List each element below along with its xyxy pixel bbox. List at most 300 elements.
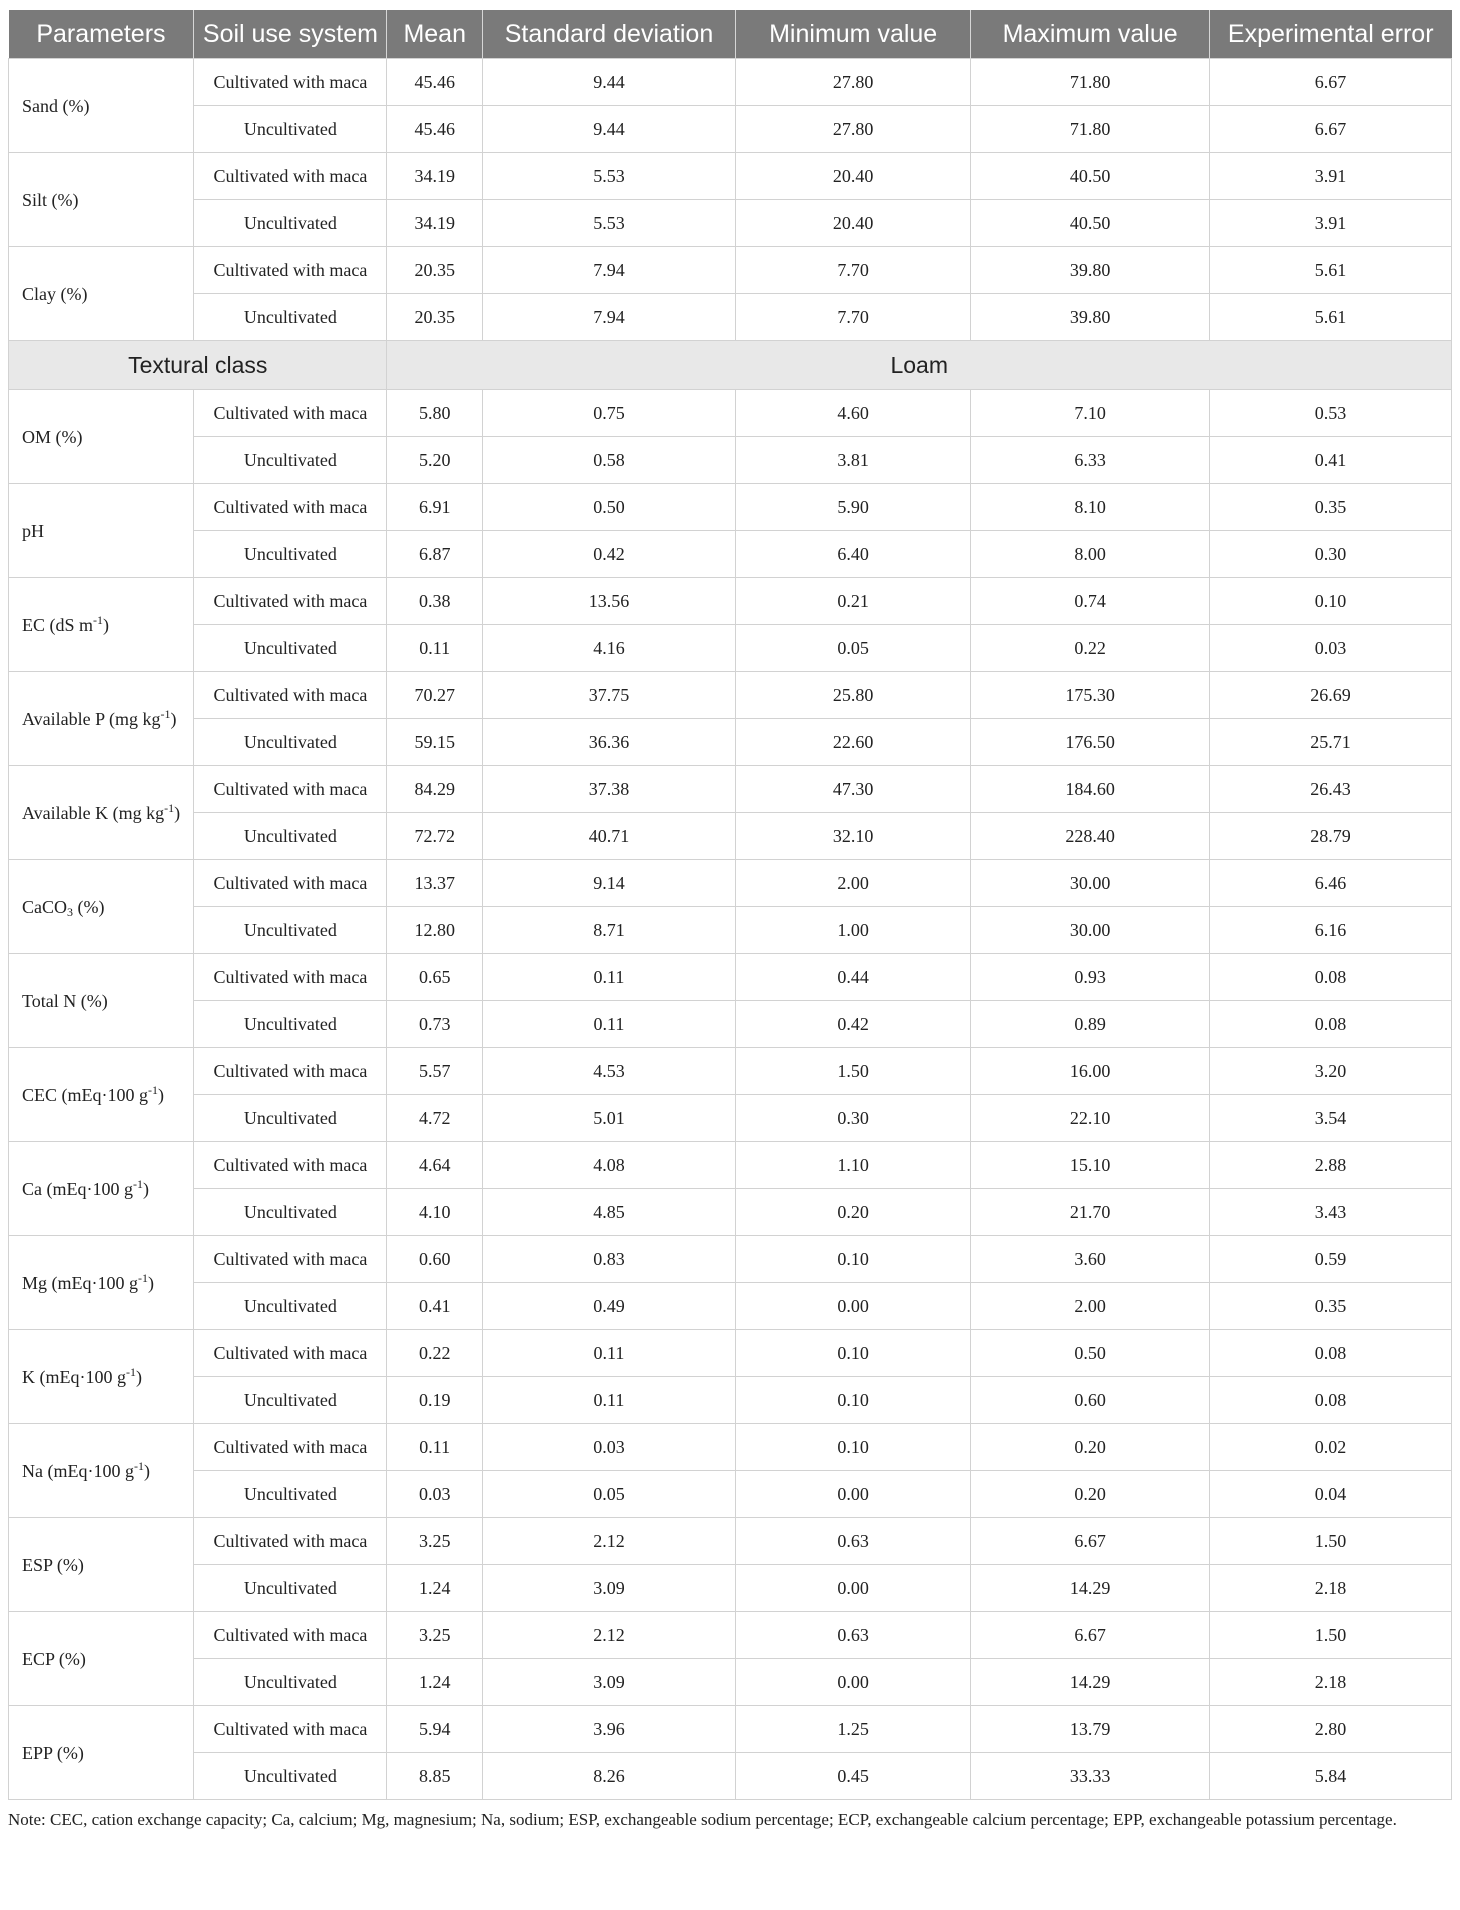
standard-deviation-cell: 9.44 (482, 106, 735, 153)
minimum-value-cell: 0.10 (736, 1236, 971, 1283)
minimum-value-cell: 0.10 (736, 1377, 971, 1424)
table-row (9, 907, 1452, 954)
soil-use-system-cell: Uncultivated (194, 1565, 387, 1612)
experimental-error-cell: 5.61 (1209, 294, 1451, 341)
standard-deviation-cell: 0.05 (482, 1471, 735, 1518)
textural-class-value: Loam (387, 341, 1452, 390)
maximum-value-cell: 33.33 (971, 1753, 1210, 1800)
mean-cell: 0.38 (387, 578, 482, 625)
table-row (9, 59, 1452, 106)
parameter-label: Available P (mg kg (22, 708, 161, 729)
mean-cell: 5.94 (387, 1706, 482, 1753)
experimental-error-cell: 0.30 (1209, 531, 1451, 578)
mean-cell: 1.24 (387, 1659, 482, 1706)
soil-use-system-cell: Cultivated with maca (194, 484, 387, 531)
experimental-error-cell: 0.08 (1209, 1330, 1451, 1377)
table-row (9, 766, 1452, 813)
table-header-row (9, 10, 1452, 59)
standard-deviation-cell: 4.08 (482, 1142, 735, 1189)
experimental-error-cell: 5.84 (1209, 1753, 1451, 1800)
experimental-error-cell: 0.41 (1209, 437, 1451, 484)
parameter-unit-exponent: -1 (160, 706, 171, 721)
mean-cell: 0.03 (387, 1471, 482, 1518)
parameter-unit-exponent: -1 (132, 1176, 143, 1191)
table-row (9, 1518, 1452, 1565)
experimental-error-cell: 2.80 (1209, 1706, 1451, 1753)
experimental-error-cell: 3.43 (1209, 1189, 1451, 1236)
mean-cell: 84.29 (387, 766, 482, 813)
minimum-value-cell: 0.42 (736, 1001, 971, 1048)
standard-deviation-cell: 0.42 (482, 531, 735, 578)
parameter-cell (9, 247, 194, 341)
soil-parameters-table (8, 10, 1452, 1800)
soil-use-system-cell: Cultivated with maca (194, 860, 387, 907)
parameter-cell (9, 1706, 194, 1800)
soil-use-system-cell: Uncultivated (194, 813, 387, 860)
standard-deviation-cell: 5.53 (482, 153, 735, 200)
standard-deviation-cell: 8.26 (482, 1753, 735, 1800)
maximum-value-cell: 6.67 (971, 1612, 1210, 1659)
parameter-label-tail: ) (148, 1272, 154, 1293)
soil-use-system-cell: Uncultivated (194, 437, 387, 484)
mean-cell: 0.73 (387, 1001, 482, 1048)
soil-use-system-cell: Uncultivated (194, 294, 387, 341)
header-standard-deviation: Standard deviation (482, 10, 735, 59)
experimental-error-cell: 6.67 (1209, 59, 1451, 106)
header-soil-use-system: Soil use system (194, 10, 387, 59)
mean-cell: 0.19 (387, 1377, 482, 1424)
minimum-value-cell: 0.44 (736, 954, 971, 1001)
minimum-value-cell: 0.00 (736, 1471, 971, 1518)
mean-cell: 0.65 (387, 954, 482, 1001)
mean-cell: 59.15 (387, 719, 482, 766)
soil-use-system-cell: Uncultivated (194, 1753, 387, 1800)
parameter-label: EC (dS m (22, 614, 94, 635)
maximum-value-cell: 40.50 (971, 153, 1210, 200)
experimental-error-cell: 0.08 (1209, 954, 1451, 1001)
soil-use-system-cell: Uncultivated (194, 200, 387, 247)
minimum-value-cell: 6.40 (736, 531, 971, 578)
parameter-cell (9, 153, 194, 247)
maximum-value-cell: 22.10 (971, 1095, 1210, 1142)
parameter-label-tail: ) (170, 708, 177, 729)
table-body-chemistry (9, 390, 1452, 1800)
mean-cell: 0.11 (387, 1424, 482, 1471)
parameter-cell (9, 578, 194, 672)
maximum-value-cell: 8.10 (971, 484, 1210, 531)
soil-use-system-cell: Cultivated with maca (194, 1330, 387, 1377)
experimental-error-cell: 26.43 (1209, 766, 1451, 813)
maximum-value-cell: 30.00 (971, 860, 1210, 907)
standard-deviation-cell: 2.12 (482, 1518, 735, 1565)
maximum-value-cell: 8.00 (971, 531, 1210, 578)
experimental-error-cell: 5.61 (1209, 247, 1451, 294)
minimum-value-cell: 0.00 (736, 1283, 971, 1330)
parameter-label-tail: (%) (73, 896, 105, 917)
maximum-value-cell: 0.60 (971, 1377, 1210, 1424)
soil-use-system-cell: Uncultivated (194, 625, 387, 672)
table-container (8, 10, 1452, 1832)
minimum-value-cell: 27.80 (736, 59, 971, 106)
parameter-cell (9, 1236, 194, 1330)
standard-deviation-cell: 2.12 (482, 1612, 735, 1659)
maximum-value-cell: 184.60 (971, 766, 1210, 813)
mean-cell: 5.57 (387, 1048, 482, 1095)
soil-use-system-cell: Cultivated with maca (194, 1142, 387, 1189)
standard-deviation-cell: 37.38 (482, 766, 735, 813)
soil-use-system-cell: Cultivated with maca (194, 954, 387, 1001)
soil-use-system-cell: Uncultivated (194, 1095, 387, 1142)
textural-class-section (9, 341, 1452, 390)
table-row (9, 578, 1452, 625)
standard-deviation-cell: 0.11 (482, 1001, 735, 1048)
maximum-value-cell: 175.30 (971, 672, 1210, 719)
table-note: Note: CEC, cation exchange capacity; Ca, calcium; Mg, magnesium; Na, sodium; ESP, exchangeable sodium percentage; ECP, exchangeable calcium percentage; EPP, exchangeable potassium percentage. (8, 1810, 1397, 1829)
maximum-value-cell: 7.10 (971, 390, 1210, 437)
parameter-label-tail: ) (174, 802, 181, 823)
header-maximum-value: Maximum value (971, 10, 1210, 59)
parameter-cell (9, 954, 194, 1048)
mean-cell: 4.10 (387, 1189, 482, 1236)
parameter-subscript: 3 (67, 904, 73, 919)
mean-cell: 3.25 (387, 1612, 482, 1659)
mean-cell: 5.20 (387, 437, 482, 484)
table-row (9, 200, 1452, 247)
minimum-value-cell: 0.05 (736, 625, 971, 672)
table-row (9, 531, 1452, 578)
table-row (9, 294, 1452, 341)
parameter-cell (9, 484, 194, 578)
parameter-label-tail: ) (158, 1084, 164, 1105)
minimum-value-cell: 7.70 (736, 294, 971, 341)
maximum-value-cell: 0.74 (971, 578, 1210, 625)
table-row (9, 1189, 1452, 1236)
table-row (9, 719, 1452, 766)
soil-use-system-cell: Uncultivated (194, 907, 387, 954)
mean-cell: 6.87 (387, 531, 482, 578)
mean-cell: 12.80 (387, 907, 482, 954)
minimum-value-cell: 20.40 (736, 200, 971, 247)
parameter-label: CEC (mEq·100 g (22, 1084, 148, 1105)
minimum-value-cell: 0.20 (736, 1189, 971, 1236)
maximum-value-cell: 14.29 (971, 1659, 1210, 1706)
minimum-value-cell: 25.80 (736, 672, 971, 719)
table-row (9, 153, 1452, 200)
table-row (9, 1612, 1452, 1659)
mean-cell: 3.25 (387, 1518, 482, 1565)
experimental-error-cell: 6.16 (1209, 907, 1451, 954)
header-mean: Mean (387, 10, 482, 59)
mean-cell: 20.35 (387, 247, 482, 294)
soil-use-system-cell: Cultivated with maca (194, 247, 387, 294)
experimental-error-cell: 1.50 (1209, 1518, 1451, 1565)
mean-cell: 4.64 (387, 1142, 482, 1189)
standard-deviation-cell: 3.96 (482, 1706, 735, 1753)
soil-use-system-cell: Uncultivated (194, 1659, 387, 1706)
mean-cell: 0.11 (387, 625, 482, 672)
minimum-value-cell: 32.10 (736, 813, 971, 860)
minimum-value-cell: 20.40 (736, 153, 971, 200)
maximum-value-cell: 39.80 (971, 294, 1210, 341)
parameter-label-tail: ) (135, 1366, 142, 1387)
soil-use-system-cell: Uncultivated (194, 1283, 387, 1330)
table-row (9, 437, 1452, 484)
experimental-error-cell: 0.04 (1209, 1471, 1451, 1518)
experimental-error-cell: 28.79 (1209, 813, 1451, 860)
standard-deviation-cell: 0.03 (482, 1424, 735, 1471)
textural-class-row (9, 341, 1452, 390)
maximum-value-cell: 15.10 (971, 1142, 1210, 1189)
parameter-label: Available K (mg kg (22, 802, 165, 823)
table-row (9, 106, 1452, 153)
maximum-value-cell: 228.40 (971, 813, 1210, 860)
parameter-label: Na (mEq·100 g (22, 1460, 134, 1481)
table-body-texture (9, 59, 1452, 341)
mean-cell: 0.60 (387, 1236, 482, 1283)
soil-use-system-cell: Cultivated with maca (194, 1048, 387, 1095)
parameter-unit-exponent: -1 (93, 612, 104, 627)
parameter-cell (9, 1424, 194, 1518)
experimental-error-cell: 3.54 (1209, 1095, 1451, 1142)
parameter-label: CaCO (22, 896, 67, 917)
mean-cell: 45.46 (387, 106, 482, 153)
experimental-error-cell: 6.67 (1209, 106, 1451, 153)
maximum-value-cell: 0.20 (971, 1424, 1210, 1471)
maximum-value-cell: 0.20 (971, 1471, 1210, 1518)
table-row (9, 1706, 1452, 1753)
standard-deviation-cell: 0.49 (482, 1283, 735, 1330)
maximum-value-cell: 6.33 (971, 437, 1210, 484)
table-row (9, 1377, 1452, 1424)
standard-deviation-cell: 4.85 (482, 1189, 735, 1236)
minimum-value-cell: 0.45 (736, 1753, 971, 1800)
minimum-value-cell: 7.70 (736, 247, 971, 294)
table-row (9, 1142, 1452, 1189)
table-row (9, 1001, 1452, 1048)
mean-cell: 45.46 (387, 59, 482, 106)
table-row (9, 484, 1452, 531)
mean-cell: 13.37 (387, 860, 482, 907)
soil-use-system-cell: Cultivated with maca (194, 390, 387, 437)
experimental-error-cell: 0.59 (1209, 1236, 1451, 1283)
parameter-label: ECP (%) (22, 1648, 86, 1669)
soil-use-system-cell: Uncultivated (194, 1001, 387, 1048)
experimental-error-cell: 0.08 (1209, 1377, 1451, 1424)
standard-deviation-cell: 4.16 (482, 625, 735, 672)
parameter-cell (9, 1048, 194, 1142)
header-experimental-error: Experimental error (1209, 10, 1451, 59)
soil-use-system-cell: Cultivated with maca (194, 1612, 387, 1659)
soil-use-system-cell: Cultivated with maca (194, 1424, 387, 1471)
table-row (9, 1095, 1452, 1142)
standard-deviation-cell: 9.14 (482, 860, 735, 907)
experimental-error-cell: 2.18 (1209, 1659, 1451, 1706)
table-row (9, 1471, 1452, 1518)
header-parameters: Parameters (9, 10, 194, 59)
soil-use-system-cell: Cultivated with maca (194, 59, 387, 106)
table-row (9, 954, 1452, 1001)
minimum-value-cell: 5.90 (736, 484, 971, 531)
mean-cell: 5.80 (387, 390, 482, 437)
maximum-value-cell: 6.67 (971, 1518, 1210, 1565)
minimum-value-cell: 0.30 (736, 1095, 971, 1142)
minimum-value-cell: 1.25 (736, 1706, 971, 1753)
parameter-unit-exponent: -1 (148, 1082, 158, 1097)
parameter-cell (9, 1518, 194, 1612)
soil-use-system-cell: Uncultivated (194, 719, 387, 766)
experimental-error-cell: 2.18 (1209, 1565, 1451, 1612)
soil-use-system-cell: Uncultivated (194, 106, 387, 153)
parameter-label: K (mEq·100 g (22, 1366, 126, 1387)
parameter-cell (9, 766, 194, 860)
maximum-value-cell: 0.22 (971, 625, 1210, 672)
minimum-value-cell: 0.63 (736, 1612, 971, 1659)
maximum-value-cell: 2.00 (971, 1283, 1210, 1330)
maximum-value-cell: 3.60 (971, 1236, 1210, 1283)
soil-use-system-cell: Uncultivated (194, 1471, 387, 1518)
mean-cell: 20.35 (387, 294, 482, 341)
mean-cell: 6.91 (387, 484, 482, 531)
parameter-unit-exponent: -1 (125, 1364, 136, 1379)
standard-deviation-cell: 0.11 (482, 1330, 735, 1377)
soil-use-system-cell: Cultivated with maca (194, 766, 387, 813)
parameter-cell (9, 1142, 194, 1236)
parameter-label: Ca (mEq·100 g (22, 1178, 133, 1199)
soil-use-system-cell: Cultivated with maca (194, 1518, 387, 1565)
experimental-error-cell: 0.03 (1209, 625, 1451, 672)
table-row (9, 1424, 1452, 1471)
table-row (9, 1283, 1452, 1330)
mean-cell: 72.72 (387, 813, 482, 860)
soil-use-system-cell: Uncultivated (194, 531, 387, 578)
minimum-value-cell: 2.00 (736, 860, 971, 907)
minimum-value-cell: 0.00 (736, 1565, 971, 1612)
experimental-error-cell: 0.53 (1209, 390, 1451, 437)
standard-deviation-cell: 7.94 (482, 247, 735, 294)
parameter-label: Mg (mEq·100 g (22, 1272, 138, 1293)
experimental-error-cell: 1.50 (1209, 1612, 1451, 1659)
experimental-error-cell: 0.08 (1209, 1001, 1451, 1048)
parameter-cell (9, 860, 194, 954)
parameter-cell (9, 672, 194, 766)
table-row (9, 1753, 1452, 1800)
minimum-value-cell: 47.30 (736, 766, 971, 813)
experimental-error-cell: 0.35 (1209, 484, 1451, 531)
standard-deviation-cell: 5.01 (482, 1095, 735, 1142)
textural-class-label: Textural class (9, 341, 387, 390)
mean-cell: 70.27 (387, 672, 482, 719)
standard-deviation-cell: 0.11 (482, 954, 735, 1001)
standard-deviation-cell: 40.71 (482, 813, 735, 860)
parameter-label: Silt (%) (22, 189, 79, 210)
minimum-value-cell: 22.60 (736, 719, 971, 766)
experimental-error-cell: 0.02 (1209, 1424, 1451, 1471)
parameter-label: EPP (%) (22, 1742, 84, 1763)
minimum-value-cell: 1.00 (736, 907, 971, 954)
minimum-value-cell: 3.81 (736, 437, 971, 484)
table-row (9, 247, 1452, 294)
header-minimum-value: Minimum value (736, 10, 971, 59)
table-row (9, 625, 1452, 672)
minimum-value-cell: 0.10 (736, 1330, 971, 1377)
parameter-cell (9, 1612, 194, 1706)
parameter-label-tail: ) (142, 1178, 149, 1199)
mean-cell: 0.41 (387, 1283, 482, 1330)
experimental-error-cell: 3.91 (1209, 200, 1451, 247)
standard-deviation-cell: 3.09 (482, 1565, 735, 1612)
minimum-value-cell: 1.50 (736, 1048, 971, 1095)
standard-deviation-cell: 3.09 (482, 1659, 735, 1706)
table-row (9, 1659, 1452, 1706)
mean-cell: 34.19 (387, 200, 482, 247)
mean-cell: 0.22 (387, 1330, 482, 1377)
standard-deviation-cell: 13.56 (482, 578, 735, 625)
standard-deviation-cell: 0.50 (482, 484, 735, 531)
parameter-unit-exponent: -1 (138, 1270, 148, 1285)
experimental-error-cell: 6.46 (1209, 860, 1451, 907)
maximum-value-cell: 0.89 (971, 1001, 1210, 1048)
soil-use-system-cell: Uncultivated (194, 1189, 387, 1236)
maximum-value-cell: 13.79 (971, 1706, 1210, 1753)
parameter-label: Sand (%) (22, 95, 90, 116)
standard-deviation-cell: 0.11 (482, 1377, 735, 1424)
minimum-value-cell: 0.10 (736, 1424, 971, 1471)
standard-deviation-cell: 37.75 (482, 672, 735, 719)
parameter-cell (9, 59, 194, 153)
mean-cell: 34.19 (387, 153, 482, 200)
table-row (9, 390, 1452, 437)
parameter-label: Total N (%) (22, 990, 108, 1011)
minimum-value-cell: 4.60 (736, 390, 971, 437)
maximum-value-cell: 40.50 (971, 200, 1210, 247)
standard-deviation-cell: 0.83 (482, 1236, 735, 1283)
parameter-label-tail: ) (103, 614, 110, 635)
maximum-value-cell: 0.50 (971, 1330, 1210, 1377)
standard-deviation-cell: 5.53 (482, 200, 735, 247)
soil-use-system-cell: Cultivated with maca (194, 1236, 387, 1283)
minimum-value-cell: 0.00 (736, 1659, 971, 1706)
minimum-value-cell: 0.63 (736, 1518, 971, 1565)
minimum-value-cell: 27.80 (736, 106, 971, 153)
experimental-error-cell: 3.91 (1209, 153, 1451, 200)
soil-use-system-cell: Cultivated with maca (194, 1706, 387, 1753)
soil-use-system-cell: Cultivated with maca (194, 672, 387, 719)
parameter-label: ESP (%) (22, 1554, 84, 1575)
standard-deviation-cell: 0.75 (482, 390, 735, 437)
experimental-error-cell: 2.88 (1209, 1142, 1451, 1189)
standard-deviation-cell: 0.58 (482, 437, 735, 484)
maximum-value-cell: 0.93 (971, 954, 1210, 1001)
maximum-value-cell: 39.80 (971, 247, 1210, 294)
table-row (9, 1236, 1452, 1283)
minimum-value-cell: 1.10 (736, 1142, 971, 1189)
standard-deviation-cell: 4.53 (482, 1048, 735, 1095)
experimental-error-cell: 0.35 (1209, 1283, 1451, 1330)
parameter-unit-exponent: -1 (164, 800, 175, 815)
experimental-error-cell: 25.71 (1209, 719, 1451, 766)
parameter-unit-exponent: -1 (133, 1458, 144, 1473)
soil-use-system-cell: Cultivated with maca (194, 578, 387, 625)
maximum-value-cell: 21.70 (971, 1189, 1210, 1236)
standard-deviation-cell: 36.36 (482, 719, 735, 766)
parameter-cell (9, 390, 194, 484)
table-row (9, 1330, 1452, 1377)
maximum-value-cell: 71.80 (971, 106, 1210, 153)
parameter-label: Clay (%) (22, 283, 88, 304)
table-row (9, 813, 1452, 860)
mean-cell: 1.24 (387, 1565, 482, 1612)
parameter-label: OM (%) (22, 426, 83, 447)
